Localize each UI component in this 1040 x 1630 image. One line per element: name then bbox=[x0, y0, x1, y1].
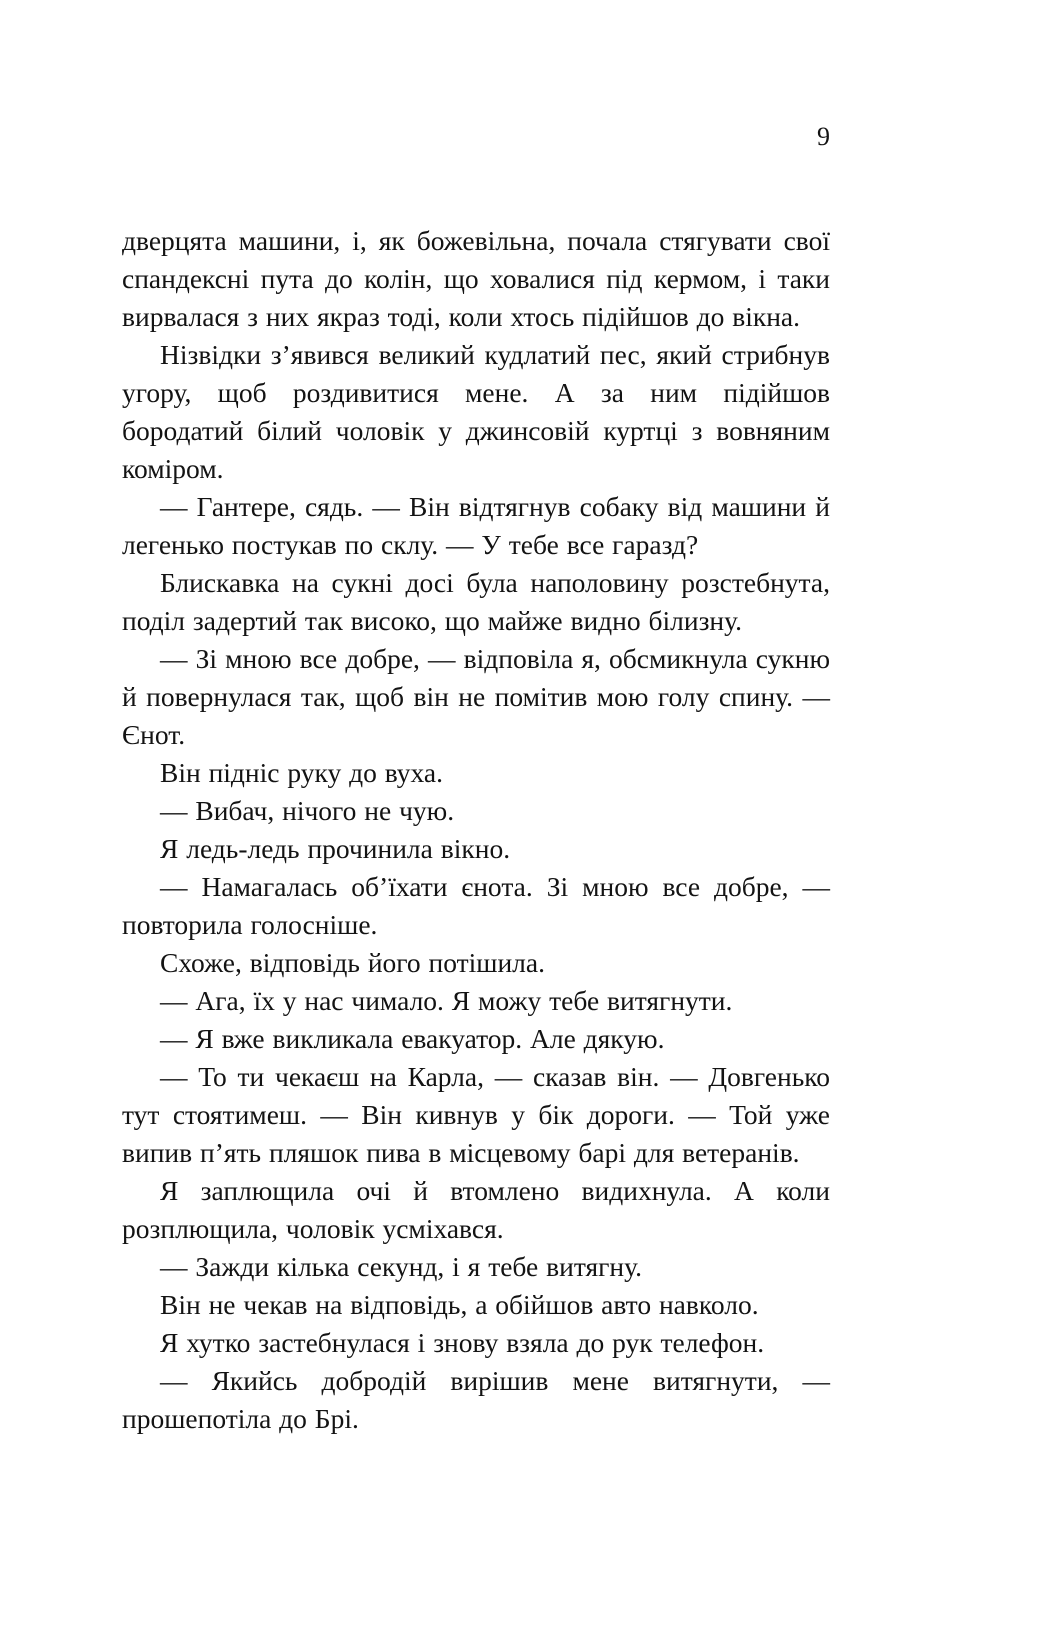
body-text bbox=[122, 222, 830, 1438]
paragraph: — Гантере, сядь. — Він відтягнув собаку від машини й легенько постукав по склу. — У тебе все гаразд? bbox=[122, 491, 830, 560]
paragraph: — То ти чекаєш на Карла, — сказав він. — Довгенько тут стоятимеш. — Він кивнув у бік дороги. — Той уже випив п’ять пляшок пива в місцевому барі для ветеранів. bbox=[122, 1061, 830, 1168]
paragraph: дверцята машини, і, як божевільна, почала стягувати свої спандексні пута до колін, що ховалися під кермом, і таки вирвалася з них якраз тоді, коли хтось підійшов до вікна. bbox=[122, 225, 830, 332]
paragraph: Нізвідки з’явився великий кудлатий пес, який стрибнув угору, щоб роздивитися мене. А за ним підійшов бородатий білий чоловік у джинсовій куртці з вовняним коміром. bbox=[122, 339, 830, 484]
paragraph: — Зажди кілька секунд, і я тебе витягну. bbox=[160, 1251, 643, 1282]
paragraph: Схоже, відповідь його потішила. bbox=[160, 947, 545, 978]
paragraph: Я ледь-ледь прочинила вікно. bbox=[160, 833, 511, 864]
paragraph: — Намагалась об’їхати єнота. Зі мною все добре, — повторила голосніше. bbox=[122, 871, 830, 940]
paragraph: Я заплющила очі й втомлено видихнула. А коли розплющила, чоловік усміхався. bbox=[122, 1175, 830, 1244]
paragraph: Він не чекав на відповідь, а обійшов авто навколо. bbox=[160, 1289, 759, 1320]
paragraph: — Ага, їх у нас чимало. Я можу тебе витягнути. bbox=[160, 985, 733, 1016]
page-number: 9 bbox=[817, 122, 830, 151]
paragraph: — Я вже викликала евакуатор. Але дякую. bbox=[160, 1023, 665, 1054]
paragraph: — Зі мною все добре, — відповіла я, обсмикнула сукню й повернулася так, щоб він не помітив мою голу спину. — Єнот. bbox=[122, 643, 830, 750]
paragraph: Я хутко застебнулася і знову взяла до рук телефон. bbox=[160, 1327, 765, 1358]
paragraph: Він підніс руку до вуха. bbox=[160, 757, 443, 788]
paragraph: — Якийсь добродій вирішив мене витягнути, — прошепотіла до Брі. bbox=[122, 1365, 830, 1434]
paragraph: Блискавка на сукні досі була наполовину розстебнута, поділ задертий так високо, що майже видно білизну. bbox=[122, 567, 830, 636]
paragraph: — Вибач, нічого не чую. bbox=[160, 795, 455, 826]
